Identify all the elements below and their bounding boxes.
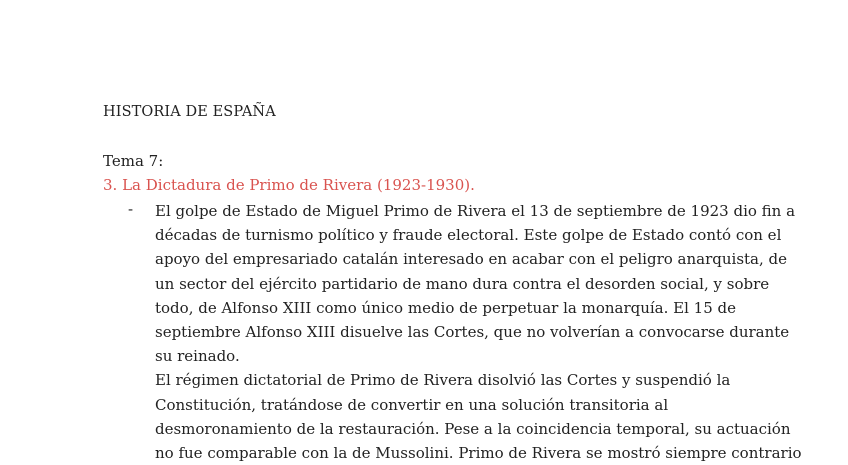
body-line: décadas de turnismo político y fraude electoral. Este golpe de Estado contó con el — [155, 226, 782, 245]
body-line: su reinado. — [155, 347, 240, 366]
bullet-marker: - — [128, 200, 134, 218]
body-line: no fue comparable con la de Mussolini. Primo de Rivera se mostró siempre contrario — [155, 443, 802, 462]
body-line: El régimen dictatorial de Primo de Rivera disolvió las Cortes y suspendió la — [155, 371, 731, 390]
body-line: El golpe de Estado de Miguel Primo de Rivera el 13 de septiembre de 1923 dio fin a — [155, 202, 796, 220]
body-paragraph — [155, 199, 802, 465]
body-line: desmoronamiento de la restauración. Pese a la coincidencia temporal, su actuación — [155, 419, 791, 438]
body-line: Constitución, tratándose de convertir en una solución transitoria al — [155, 395, 669, 414]
body-line: septiembre Alfonso XIII disuelve las Cortes, que no volverían a convocarse durante — [155, 322, 790, 341]
document-heading: HISTORIA DE ESPAÑA — [103, 104, 276, 120]
body-line: apoyo del empresariado catalán interesado en acabar con el peligro anarquista, de — [155, 250, 788, 269]
body-line: un sector del ejército partidario de mano dura contra el desorden social, y sobre — [155, 274, 770, 293]
topic-label: Tema 7: — [103, 152, 164, 170]
body-line: todo, de Alfonso XIII como único medio de perpetuar la monarquía. El 15 de — [155, 298, 737, 317]
section-title: 3. La Dictadura de Primo de Rivera (1923-1930). — [103, 176, 475, 194]
